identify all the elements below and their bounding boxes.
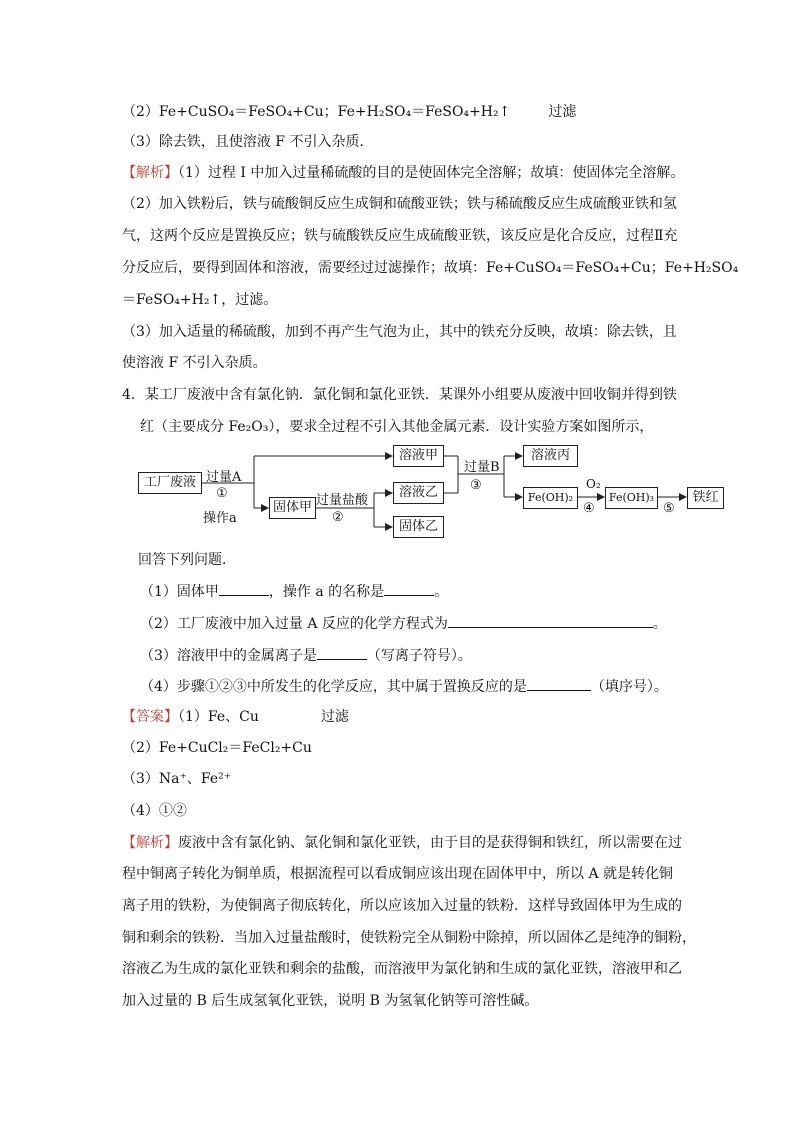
- answer-line-3: （3）除去铁，且使溶液 F 不引入杂质．: [122, 134, 374, 150]
- flow-box-solution-jia: 溶液甲: [393, 445, 444, 467]
- question-text: （3）溶液甲中的金属离子是: [140, 648, 317, 664]
- flow-step-1: ①: [216, 486, 228, 501]
- answer-blank: [219, 581, 269, 596]
- question-text: （填序号）。: [590, 679, 668, 695]
- analysis1-line-3: 气，这两个反应是置换反应；铁与硫酸铁反应生成硫酸亚铁，该反应是化合反应，过程Ⅱ充: [122, 228, 678, 244]
- flow-label-excess-b: 过量B: [464, 460, 500, 475]
- analysis2-line-6: 加入过量的 B 后生成氢氧化亚铁，说明 B 为氢氧化钠等可溶性碱。: [122, 993, 539, 1009]
- analysis2-line-4: 铜和剩余的铁粉．当加入过量盐酸时，使铁粉完全从铜粉中除掉，所以固体乙是纯净的铜粉，: [122, 930, 696, 946]
- question-1: [140, 581, 448, 602]
- answer4-line-2: （2）Fe+CuCl₂＝FeCl₂+Cu: [122, 740, 312, 756]
- analysis2-line-5: 溶液乙为生成的氯化亚铁和剩余的盐酸，而溶液甲为氯化钠和生成的氯化亚铁，溶液甲和乙: [122, 961, 682, 977]
- analysis1-line-6: （3）加入适量的稀硫酸，加到不再产生气泡为止，其中的铁充分反映，故填：除去铁，且: [122, 324, 677, 340]
- answer-operation: 过滤: [320, 709, 349, 725]
- flow-step-2: ②: [332, 510, 344, 525]
- question4-line-1: 4．某工厂废液中含有氯化钠．氯化铜和氯化亚铁．某课外小组要从废液中回收铜并得到铁: [122, 387, 677, 403]
- flow-step-5: ⑤: [663, 501, 675, 516]
- question-4: [140, 676, 668, 697]
- flow-box-solution-bing: 溶液丙: [523, 445, 578, 467]
- analysis-tag: 【解析】: [122, 835, 178, 851]
- answer-equation: （2）Fe+CuSO₄＝FeSO₄+Cu；Fe+H₂SO₄＝FeSO₄+H₂↑: [122, 104, 511, 120]
- analysis-tag: 【解析】: [122, 165, 178, 181]
- question-text: （2）工厂废液中加入过量 A 反应的化学方程式为: [140, 616, 448, 632]
- analysis1-line-2: （2）加入铁粉后，铁与硫酸铜反应生成铜和硫酸亚铁；铁与稀硫酸反应生成硫酸亚铁和氢: [122, 196, 677, 212]
- question-text: （1）固体甲: [140, 584, 219, 600]
- analysis2-line-3: 离子用的铁粉，为使铜离子彻底转化，所以应该加入过量的铁粉．这样导致固体甲为生成的: [122, 898, 682, 914]
- flow-label-excess-a: 过量A: [206, 470, 242, 485]
- flow-box-solid-yi: 固体乙: [393, 516, 444, 538]
- question-text: 。: [652, 616, 667, 632]
- flow-box-waste: 工厂废液: [138, 472, 202, 494]
- question-text: （4）步骤①②③中所发生的化学反应，其中属于置换反应的是: [140, 679, 527, 695]
- flow-label-excess-hcl: 过量盐酸: [316, 493, 369, 508]
- question-text: （写离子符号）。: [366, 648, 472, 664]
- answer-blank: [384, 581, 434, 596]
- analysis1-line-4: 分反应后，要得到固体和溶液，需要经过过滤操作；故填：Fe+CuSO₄＝FeSO₄+Cu；Fe+H₂SO₄: [122, 260, 739, 276]
- analysis2-line-1: [122, 833, 682, 853]
- analysis1-line-5: ＝FeSO₄+H₂↑，过滤。: [122, 292, 278, 308]
- flow-box-feoh3: Fe(OH)₃: [605, 487, 658, 509]
- answer-tag: 【答案】: [122, 709, 178, 725]
- answer-blank: [448, 613, 653, 628]
- flow-label-operation-a: 操作a: [203, 511, 237, 526]
- answer-blank: [317, 645, 367, 660]
- answer-blank: [527, 676, 591, 691]
- flow-box-feoh2: Fe(OH)₂: [523, 487, 578, 509]
- answer4-line-3: （3）Na⁺、Fe²⁺: [122, 771, 232, 787]
- question-3: [140, 645, 472, 666]
- answer-operation: 过滤: [548, 104, 577, 120]
- answer4-line-4: （4）①②: [122, 803, 187, 819]
- analysis2-line-2: 程中铜离子转化为铜单质，根据流程可以看成铜应该出现在固体甲中，所以 A 就是转化铜: [122, 866, 674, 882]
- question4-line-2: 红（主要成分 Fe₂O₃），要求全过程不引入其他金属元素．设计实验方案如图所示，: [140, 419, 654, 435]
- flow-box-solution-yi: 溶液乙: [393, 482, 444, 504]
- analysis-text: （1）过程 I 中加入过量稀硫酸的目的是使固体完全溶解；故填：使固体完全溶解。: [178, 165, 685, 181]
- answer4-line-1: [122, 707, 349, 727]
- flow-box-iron-red: 铁红: [687, 487, 724, 509]
- flow-step-3: ③: [470, 478, 482, 493]
- flow-step-4: ④: [583, 501, 595, 516]
- flow-box-solid-jia: 固体甲: [269, 497, 316, 519]
- analysis1-line-7: 使溶液 F 不引入杂质。: [122, 355, 267, 371]
- question-2: [140, 613, 667, 634]
- question-text: ，操作 a 的名称是: [268, 584, 385, 600]
- flow-label-o2: O₂: [586, 477, 601, 491]
- question-prompt: 回答下列问题．: [138, 552, 236, 568]
- analysis-text: 废液中含有氯化钠、氯化铜和氯化亚铁，由于目的是获得铜和铁红，所以需要在过: [178, 835, 682, 851]
- answer-text: （1）Fe、Cu: [178, 709, 259, 725]
- question-text: 。: [434, 584, 449, 600]
